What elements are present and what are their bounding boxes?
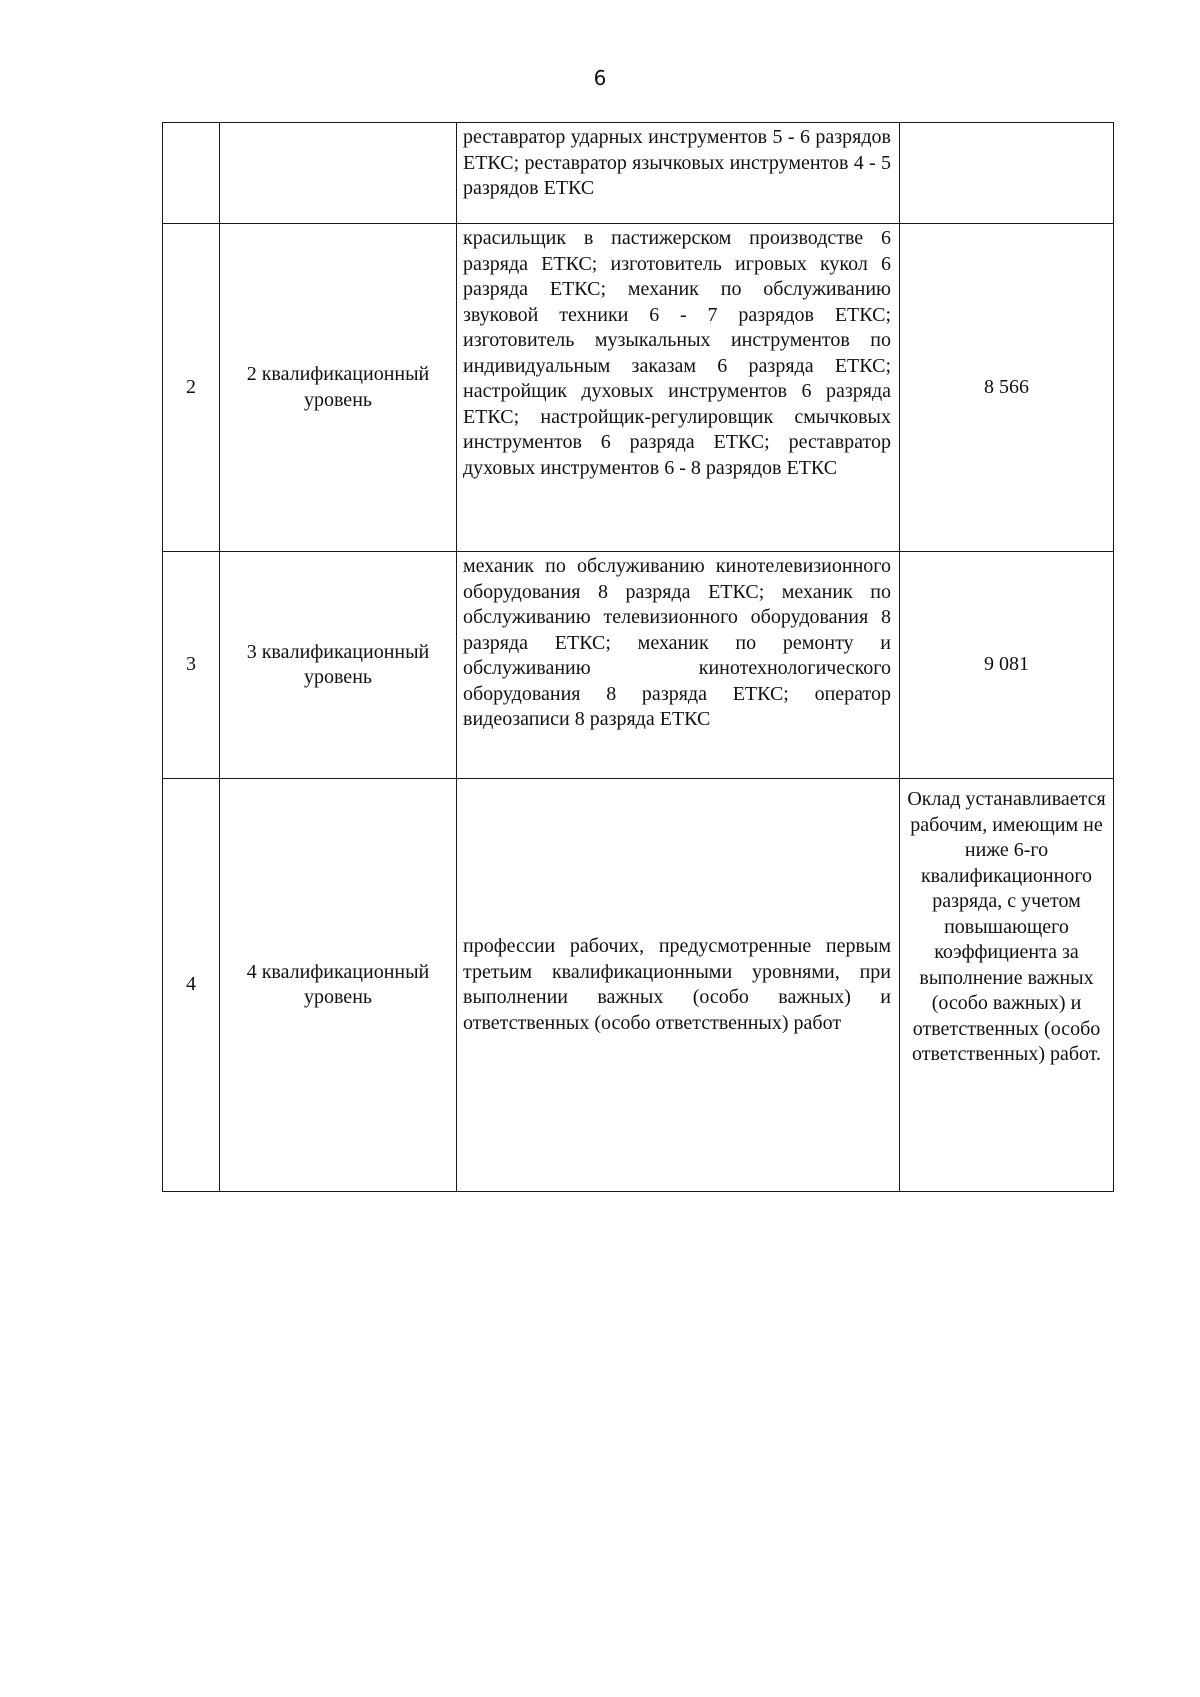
qualification-table <box>162 122 1114 1192</box>
profession-description-cell <box>457 123 900 224</box>
qualification-level-cell: 3 квалификационный уровень <box>220 552 457 779</box>
profession-description-text: реставратор ударных инструментов 5 - 6 разрядов ЕТКС; реставратор язычковых инструментов 4 - 5 разрядов ЕТКС <box>463 126 891 199</box>
row-number-cell <box>163 123 220 224</box>
salary-cell: Оклад устанавливается рабочим, имеющим не ниже 6-го квалификационного разряда, с учетом повышающего коэффициента за выполнение важных (особо важных) и ответственных (особо ответственных) работ. <box>900 779 1114 1192</box>
table-row <box>163 123 1114 224</box>
table-row <box>163 552 1114 779</box>
profession-description-cell <box>457 779 900 1192</box>
profession-description-text: профессии рабочих, предусмотренные первым третьим квалификационными уровнями, при выполнении важных (особо важных) и ответственных (особо ответственных) работ <box>463 935 891 1034</box>
profession-description-cell <box>457 224 900 552</box>
row-number-cell: 3 <box>163 552 220 779</box>
profession-description-text: красильщик в пастижерском производстве 6 разряда ЕТКС; изготовитель игровых кукол 6 разряда ЕТКС; механик по обслуживанию звуковой техники 6 - 7 разрядов ЕТКС; изготовитель музыкальных инструментов по индивидуальным заказам 6 разряда ЕТКС; настройщик духовых инструментов 6 разряда ЕТКС; настройщик-регулировщик смычковых инструментов 6 разряда ЕТКС; реставратор духовых инструментов 6 - 8 разрядов ЕТКС <box>463 227 891 479</box>
table-row <box>163 224 1114 552</box>
qualification-level-cell: 4 квалификационный уровень <box>220 779 457 1192</box>
row-number-cell: 4 <box>163 779 220 1192</box>
qualification-level-cell: 2 квалификационный уровень <box>220 224 457 552</box>
salary-cell: 8 566 <box>900 224 1114 552</box>
page-number: 6 <box>593 66 607 90</box>
profession-description-cell <box>457 552 900 779</box>
salary-cell <box>900 123 1114 224</box>
profession-description-text: механик по обслуживанию кинотелевизионного оборудования 8 разряда ЕТКС; механик по обслуживанию телевизионного оборудования 8 разряда ЕТКС; механик по ремонту и обслуживанию кинотехнологического оборудования 8 разряда ЕТКС; оператор видеозаписи 8 разряда ЕТКС <box>463 555 891 730</box>
salary-cell: 9 081 <box>900 552 1114 779</box>
row-number-cell: 2 <box>163 224 220 552</box>
qualification-level-cell <box>220 123 457 224</box>
table-row <box>163 779 1114 1192</box>
